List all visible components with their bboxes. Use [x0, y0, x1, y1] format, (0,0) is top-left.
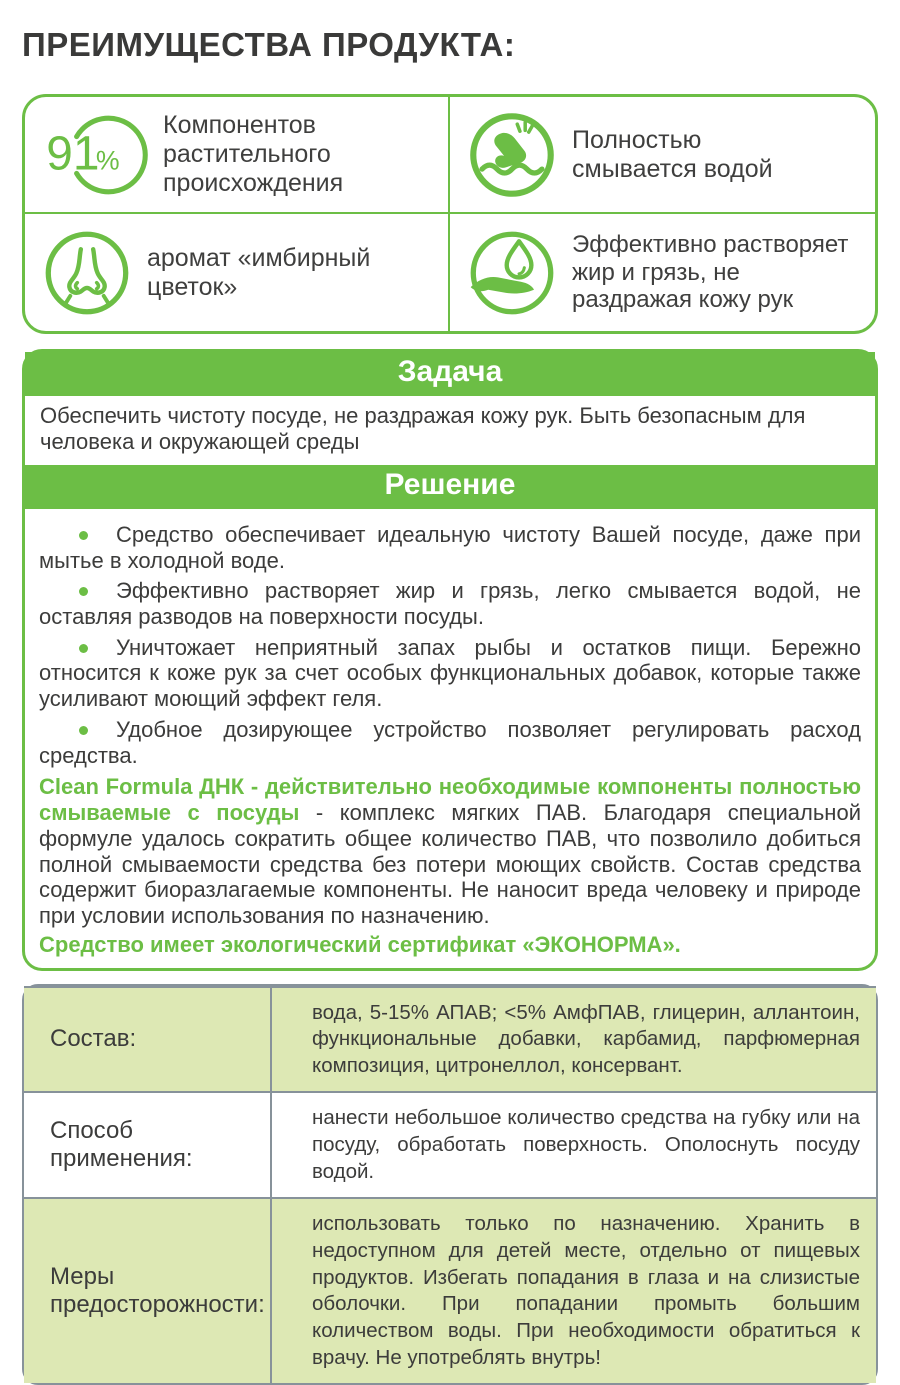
task-solution-block — [22, 349, 878, 971]
formula-paragraph — [39, 774, 861, 928]
table-label-precautions: Меры предосторожности: — [24, 1197, 272, 1383]
solution-bullet — [39, 578, 861, 629]
benefit-card-rinses-off — [450, 97, 875, 214]
bullet-text: Удобное дозирующее устройство позволяет регулировать расход средства. — [39, 716, 861, 768]
bullet-text: Эффективно растворяет жир и грязь, легко смывается водой, не оставляя разводов на поверхности посуды. — [39, 578, 861, 629]
benefit-label: аромат «имбирный цветок» — [147, 243, 371, 301]
table-label-composition: Состав: — [24, 986, 272, 1092]
percent-91-badge-icon — [43, 109, 147, 201]
bullet-text: Средство обеспечивает идеальную чистоту Вашей посуде, даже при мытье в холодной воде. — [39, 521, 861, 573]
task-header: Задача — [25, 352, 875, 396]
table-value-precautions: использовать только по назначению. Хранить в недоступном для детей месте, отдельно от пищевых продуктов. Избегать попадания в глаза и на слизистые оболочки. При попадании промыть большим количеством воды. При необходимости обратиться к врачу. Не употреблять внутрь! — [272, 1197, 876, 1383]
solution-bullet — [39, 635, 861, 712]
benefits-grid — [22, 94, 878, 334]
bullet-dot-icon — [79, 587, 88, 596]
benefit-label: Эффективно растворяет жир и грязь, не раздражая кожу рук — [572, 231, 849, 314]
benefit-card-dissolves-grease — [450, 214, 875, 331]
table-value-composition: вода, 5-15% АПАВ; <5% АмфПАВ, глицерин, аллантоин, функциональные добавки, карбамид, парфюмерная композиция, цитронеллол, консервант. — [272, 986, 876, 1092]
formula-highlight: Clean Formula ДНК - действительно необходимые компоненты полностью смываемые с посуды — [39, 774, 861, 826]
benefit-card-plant-components — [25, 97, 450, 214]
solution-bullet — [39, 717, 861, 768]
task-text: Обеспечить чистоту посуде, не раздражая кожу рук. Быть безопасным для человека и окружающей среды — [40, 403, 806, 455]
benefit-label: Компонентов растительного происхождения — [163, 111, 344, 197]
bullet-dot-icon — [79, 644, 88, 653]
formula-description: - комплекс мягких ПАВ. Благодаря специальной формуле удалось сократить общее количество ПАВ, что позволило добиться полной смываемости средства без потери моющих свойств. Состав средства содержит биоразлагаемые компоненты. Не наносит вреда человеку и природе при условии использования по назначению. — [39, 800, 861, 929]
page-title: ПРЕИМУЩЕСТВА ПРОДУКТА: — [22, 26, 516, 63]
bullet-dot-icon — [79, 531, 88, 540]
svg-text:91: 91 — [46, 127, 100, 181]
product-info-table — [22, 984, 878, 1385]
benefit-label: Полностью смывается водой — [572, 125, 773, 183]
solution-body — [25, 509, 875, 968]
solution-bullet — [39, 522, 861, 573]
water-drop-over-hand-icon — [468, 229, 556, 317]
nose-icon — [43, 229, 131, 317]
bullet-dot-icon — [79, 726, 88, 735]
svg-text:%: % — [95, 145, 120, 176]
benefit-card-fragrance — [25, 214, 450, 331]
table-value-usage: нанести небольшое количество средства на губку или на посуду, обработать поверхность. Ополоснуть посуду водой. — [272, 1091, 876, 1197]
table-label-usage: Способ применения: — [24, 1091, 272, 1197]
bullet-text: Уничтожает неприятный запах рыбы и остатков пищи. Бережно относится к коже рук за счет особых функциональных добавок, которые также усиливают моющий эффект геля. — [39, 634, 861, 712]
solution-header: Решение — [25, 465, 875, 509]
eco-certificate-line: Средство имеет экологический сертификат «ЭКОНОРМА». — [39, 931, 681, 957]
hand-over-waves-icon — [468, 111, 556, 199]
